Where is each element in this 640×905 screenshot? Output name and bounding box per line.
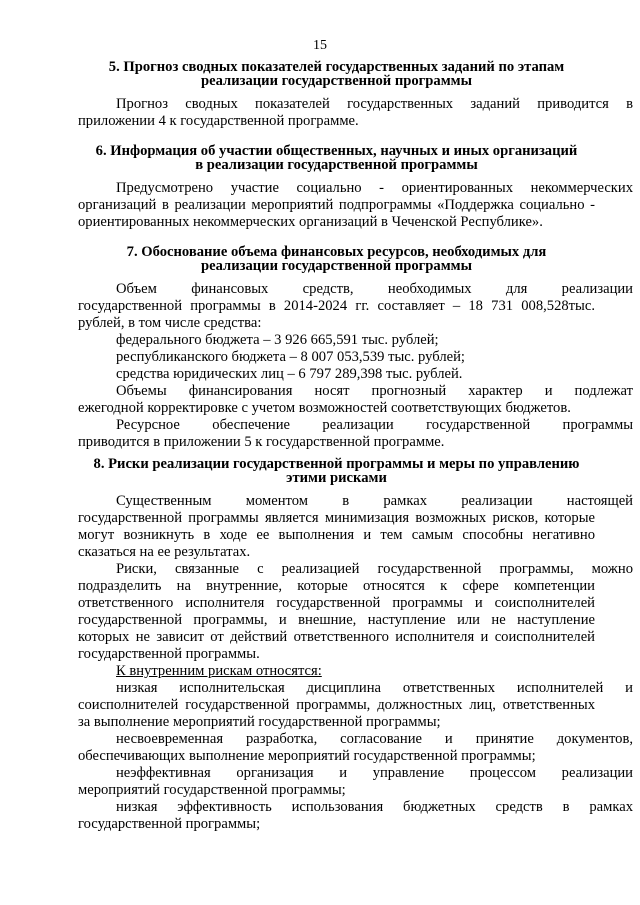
section-7-text-line: рублей, в том числе средства: <box>78 315 262 331</box>
section-8-heading-line-2: этими рисками <box>286 470 387 486</box>
section-8-text-line: государственной программы; <box>78 816 261 832</box>
section-7-heading-line-2: реализации государственной программы <box>201 258 472 274</box>
section-8-text-line: Риски, связанные с реализацией государственной программы, можно <box>116 561 633 577</box>
section-8-text-line: мероприятий государственной программы; <box>78 782 346 798</box>
section-7-text-line: приводится в приложении 5 к государственной программе. <box>78 434 445 450</box>
section-8-text-line: обеспечивающих выполнение мероприятий государственной программы; <box>78 748 536 764</box>
section-8-text-line: низкая эффективность использования бюджетных средств в рамках <box>116 799 633 815</box>
internal-risks-heading <box>78 663 633 680</box>
section-8-text-line: государственной программы является минимизация возможных рисков, которые <box>78 510 595 526</box>
section-8-text-line: соисполнителей государственной программы, должностных лиц, ответственных <box>78 697 595 713</box>
section-8-text-line: Существенным моментом в рамках реализации настоящей <box>116 493 633 509</box>
section-7-text-line: Объемы финансирования носят прогнозный характер и подлежат <box>116 383 633 399</box>
section-8-text-line: могут возникнуть в ходе ее выполнения и тем самым способны негативно <box>78 527 595 543</box>
section-7-heading-line-1: 7. Обоснование объема финансовых ресурсов, необходимых для <box>126 244 547 260</box>
internal-risks-label: К внутренним рискам относятся: <box>116 663 322 679</box>
section-7-text-line: ежегодной корректировке с учетом возможностей соответствующих бюджетов. <box>78 400 571 416</box>
section-8-text-line: государственной программы. <box>78 646 260 662</box>
section-5-text-line: Прогноз сводных показателей государственных заданий приводится в <box>116 96 633 112</box>
page-number: 15 <box>313 38 327 53</box>
budget-republican: республиканского бюджета – 8 007 053,539 тыс. рублей; <box>116 349 465 365</box>
section-8-text-line: неэффективная организация и управление процессом реализации <box>116 765 633 781</box>
section-6-text-line: Предусмотрено участие социально - ориентированных некоммерческих <box>116 180 633 196</box>
budget-federal: федерального бюджета – 3 926 665,591 тыс. рублей; <box>116 332 439 348</box>
section-6-heading-line-1: 6. Информация об участии общественных, научных и иных организаций <box>95 143 578 159</box>
section-6-text-line: ориентированных некоммерческих организаций в Чеченской Республике». <box>78 214 543 230</box>
section-8-text-line: за выполнение мероприятий государственной программы; <box>78 714 441 730</box>
section-5-heading-line-1: 5. Прогноз сводных показателей государственных заданий по этапам <box>108 59 565 75</box>
section-8-text-line: низкая исполнительская дисциплина ответственных исполнителей и <box>116 680 633 696</box>
section-8-text-line: ответственного исполнителя государственной программы и соисполнителей <box>78 595 595 611</box>
section-6-heading-line-2: в реализации государственной программы <box>195 157 478 173</box>
section-7-text-line: Объем финансовых средств, необходимых для реализации <box>116 281 633 297</box>
section-8-text-line: сказаться на ее результатах. <box>78 544 251 560</box>
section-5-text-line: приложении 4 к государственной программе. <box>78 113 359 129</box>
section-7-text-line: Ресурсное обеспечение реализации государственной программы <box>116 417 633 433</box>
section-6-text-line: организаций в реализации мероприятий подпрограммы «Поддержка социально - <box>78 197 595 213</box>
section-8-text-line: подразделить на внутренние, которые относятся к сфере компетенции <box>78 578 595 594</box>
section-5-heading-line-2: реализации государственной программы <box>201 73 472 89</box>
section-8-text-line: несвоевременная разработка, согласование и принятие документов, <box>116 731 633 747</box>
section-7-text-line: государственной программы в 2014-2024 гг. составляет – 18 731 008,528тыс. <box>78 298 595 314</box>
section-8-heading-line-1: 8. Риски реализации государственной программы и меры по управлению <box>93 456 580 472</box>
section-8-text-line: государственной программы, и внешние, наступление или не наступление <box>78 612 595 628</box>
budget-legal-entities: средства юридических лиц – 6 797 289,398 тыс. рублей. <box>116 366 463 382</box>
section-8-text-line: которых не зависит от действий ответственного исполнителя и соисполнителей <box>78 629 595 645</box>
